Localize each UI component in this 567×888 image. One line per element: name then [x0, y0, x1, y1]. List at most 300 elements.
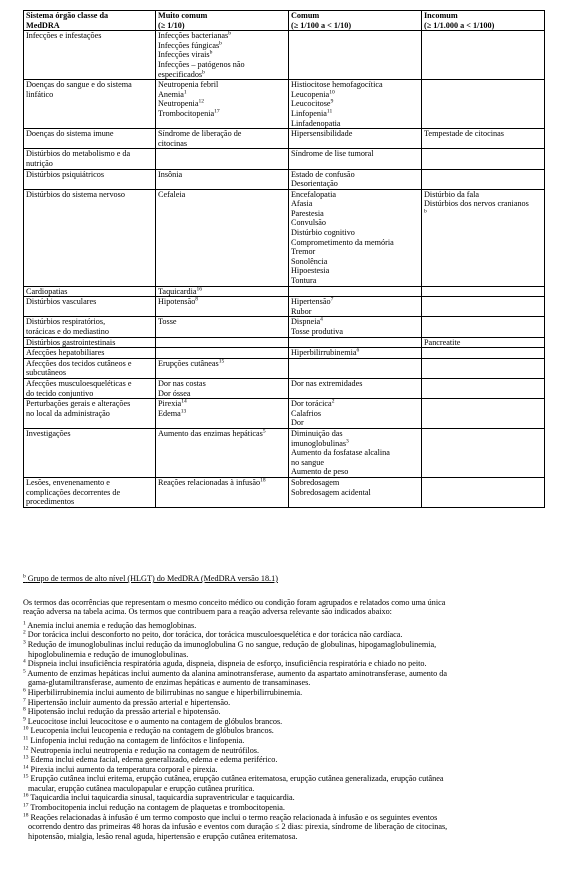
footnote-number: 6 — [23, 687, 26, 694]
term-text: Edema — [158, 408, 181, 418]
adverse-reaction-term — [158, 190, 286, 200]
table-row — [24, 477, 545, 507]
adverse-reaction-term — [158, 170, 286, 180]
footnote-line — [23, 774, 544, 784]
adverse-reaction-term — [424, 209, 542, 219]
footnote-reference: b — [424, 208, 427, 215]
adverse-reaction-term — [158, 409, 286, 419]
footnote-number: 9 — [23, 715, 26, 722]
adverse-reaction-term — [291, 218, 419, 228]
footnote-item — [23, 726, 544, 736]
soc-text-line: subcutâneos — [26, 368, 67, 378]
footnote-text: Anemia inclui anemia e redução das hemoglobinas. — [27, 620, 197, 630]
term-text: Hiperbilirrubinemia — [291, 348, 357, 358]
footnote-text: Linfopenia inclui redução na contagem de linfócitos e linfopenia. — [30, 735, 245, 745]
table-row — [24, 317, 545, 337]
table-row — [24, 286, 545, 297]
very-common-cell — [156, 80, 289, 129]
footnote-text: gama-glutamiltransferase, aumento de enzimas hepáticas e aumento de transaminases. — [28, 678, 311, 688]
adverse-reaction-term — [291, 488, 419, 498]
footnote-reference: 17 — [214, 108, 220, 115]
footnotes-section — [23, 574, 544, 841]
very-common-cell — [156, 378, 289, 398]
adverse-reaction-term — [158, 50, 286, 60]
footnote-reference: 1 — [183, 89, 187, 96]
term-text: Tontura — [291, 276, 317, 286]
adverse-reaction-term — [424, 129, 542, 139]
adverse-reaction-term — [158, 379, 286, 389]
footnote-line — [23, 698, 544, 708]
footnote-text: hipotensão, mialgia, lesão renal aguda, hipertensão e erupção cutânea eritematosa. — [28, 831, 298, 841]
footnote-line — [23, 822, 544, 832]
adverse-reaction-term — [291, 209, 419, 219]
adverse-reaction-term — [291, 409, 419, 419]
table-row — [24, 31, 545, 80]
footnote-item — [23, 630, 544, 640]
adverse-reaction-term — [158, 41, 286, 51]
very-common-cell — [156, 477, 289, 507]
footnote-item — [23, 755, 544, 765]
footnote-item — [23, 659, 544, 669]
soc-text-line: Investigações — [26, 428, 71, 438]
header-text-line: Comum — [291, 11, 320, 20]
adverse-reaction-term — [424, 338, 542, 348]
footnote-line — [23, 630, 544, 640]
term-text: Calafrios — [291, 408, 322, 418]
soc-cell — [24, 297, 156, 317]
term-text: Estado de confusão — [291, 169, 355, 179]
term-text: Dor nas extremidades — [291, 378, 363, 388]
footnote-text: Leucopenia inclui leucopenia e redução na contagem de glóbulos brancos. — [30, 726, 274, 736]
soc-cell — [24, 337, 156, 348]
footnote-reference: 9 — [330, 98, 334, 105]
soc-text-line: no local da administração — [26, 408, 110, 418]
header-very-common — [156, 11, 289, 31]
soc-text-line: Distúrbios gastrointestinais — [26, 337, 116, 347]
footnote-line — [23, 717, 544, 727]
footnote-line — [23, 669, 544, 679]
header-common — [289, 11, 422, 31]
header-text-line: Muito comum — [158, 11, 208, 20]
adverse-reaction-term — [291, 307, 419, 317]
footnote-line — [23, 746, 544, 756]
term-text: Aumento das enzimas hepáticas — [158, 428, 263, 438]
term-text: Insônia — [158, 169, 183, 179]
footnote-reference: 11 — [326, 108, 333, 115]
adverse-reaction-term — [158, 129, 286, 139]
soc-text-line: Perturbações gerais e alterações — [26, 399, 131, 409]
common-cell — [289, 31, 422, 80]
uncommon-cell — [422, 129, 545, 149]
adverse-reaction-term — [291, 190, 419, 200]
adverse-reaction-term — [291, 348, 419, 358]
footnote-reference: 14 — [181, 398, 187, 405]
footnote-number: 18 — [23, 811, 29, 818]
soc-cell — [24, 477, 156, 507]
common-cell — [289, 428, 422, 477]
footnote-number: 11 — [23, 735, 29, 742]
footnote-reference: b — [202, 68, 205, 75]
uncommon-cell — [422, 337, 545, 348]
very-common-cell — [156, 149, 289, 169]
adverse-reaction-term — [424, 190, 542, 200]
very-common-cell — [156, 358, 289, 378]
soc-text-line: Cardiopatias — [26, 286, 68, 296]
term-text: Distúrbio cognitivo — [291, 228, 355, 238]
soc-text-line: complicações decorrentes de — [26, 487, 121, 497]
term-text: Dor nas costas — [158, 378, 206, 388]
term-text: Comprometimento da memória — [291, 237, 394, 247]
uncommon-cell — [422, 286, 545, 297]
adverse-reaction-term — [291, 297, 419, 307]
footnote-number: 4 — [23, 658, 26, 665]
header-text-line: (≥ 1/1.000 a < 1/100) — [424, 20, 495, 30]
footnote-line — [23, 640, 544, 650]
soc-text-line: torácicas e do mediastino — [26, 327, 109, 336]
footnote-reference: 12 — [198, 98, 204, 105]
term-text: Neutropenia febril — [158, 80, 219, 90]
footnote-line — [23, 832, 544, 842]
adverse-reaction-term — [158, 478, 286, 488]
table-row — [24, 358, 545, 378]
soc-cell — [24, 378, 156, 398]
common-cell — [289, 129, 422, 149]
adverse-reaction-term — [158, 359, 286, 369]
term-text: Tempestade de citocinas — [424, 129, 504, 139]
footnote-text: Erupção cutânea inclui eritema, erupção cutânea, erupção cutânea eritematosa, erupção cutânea generalizada, erupção cutânea — [30, 774, 444, 784]
adverse-reaction-term — [291, 238, 419, 248]
term-text: Distúrbio da fala — [424, 189, 480, 199]
uncommon-cell — [422, 399, 545, 429]
soc-text-line: procedimentos — [26, 497, 75, 507]
adverse-reaction-term — [291, 90, 419, 100]
term-text: Dor — [291, 418, 304, 428]
term-text: Tremor — [291, 247, 316, 257]
footnote-item — [23, 717, 544, 727]
adverse-reaction-term — [291, 467, 419, 477]
table-row — [24, 129, 545, 149]
adverse-reaction-term — [291, 327, 419, 337]
term-text: Hipersensibilidade — [291, 129, 353, 139]
adverse-reaction-term — [291, 418, 419, 428]
table-row — [24, 297, 545, 317]
adverse-reaction-term — [291, 266, 419, 276]
term-text: Rubor — [291, 306, 312, 316]
term-text: Trombocitopenia — [158, 108, 215, 118]
soc-cell — [24, 428, 156, 477]
very-common-cell — [156, 428, 289, 477]
adverse-reaction-term — [291, 119, 419, 129]
header-text-line: Incomum — [424, 11, 458, 20]
common-cell — [289, 337, 422, 348]
footnote-hlgt-text: Grupo de termos de alto nível (HLGT) do MedDRA (MedDRA versão 18.1) — [27, 574, 278, 583]
term-text: citocinas — [158, 138, 188, 148]
footnote-line — [23, 813, 544, 823]
adverse-reaction-term — [158, 70, 286, 80]
footnote-item — [23, 688, 544, 698]
footnote-text: Pirexia inclui aumento da temperatura corporal e pirexia. — [30, 764, 218, 774]
footnote-reference: 4 — [320, 316, 323, 323]
term-text: Aumento de peso — [291, 467, 349, 477]
table-row — [24, 428, 545, 477]
footnote-reference: 2 — [331, 398, 335, 405]
adverse-reaction-term — [291, 179, 419, 189]
term-text: Convulsão — [291, 218, 327, 228]
footnote-reference: 18 — [260, 477, 266, 484]
term-text: Sobredosagem — [291, 477, 340, 487]
common-cell — [289, 477, 422, 507]
intro-text-line: Os termos das ocorrências que representam o mesmo conceito médico ou condição foram agrupados e relatados como uma única — [23, 597, 446, 607]
footnote-reference: 6 — [356, 347, 360, 354]
adverse-reaction-term — [291, 439, 419, 449]
uncommon-cell — [422, 477, 545, 507]
term-text: Encefalopatia — [291, 189, 337, 199]
common-cell — [289, 399, 422, 429]
adverse-reaction-term — [158, 109, 286, 119]
footnote-line — [23, 726, 544, 736]
footnote-text: Redução de imunoglobulinas inclui redução da imunoglobulina G no sangue, redução de globulinas, hipogamaglobulinemia, — [27, 639, 437, 649]
footnote-item — [23, 803, 544, 813]
uncommon-cell — [422, 378, 545, 398]
very-common-cell — [156, 129, 289, 149]
term-text: Histiocitose hemofagocítica — [291, 80, 383, 90]
term-text: Infecções bacterianas — [158, 31, 229, 41]
adverse-reaction-term — [158, 139, 286, 149]
footnote-item — [23, 736, 544, 746]
soc-text-line: Distúrbios respiratórios, — [26, 317, 106, 327]
term-text: Sonolência — [291, 256, 328, 266]
adverse-reaction-term — [158, 80, 286, 90]
term-text: Leucocitose — [291, 99, 331, 109]
footnote-number: 1 — [23, 620, 26, 627]
very-common-cell — [156, 317, 289, 337]
term-text: Anemia — [158, 89, 184, 99]
footnote-number: 10 — [23, 725, 29, 732]
footnote-number: 12 — [23, 744, 29, 751]
footnote-number: 13 — [23, 754, 29, 761]
footnote-number: 14 — [23, 763, 29, 770]
soc-text-line: linfático — [26, 89, 54, 99]
footnote-line — [23, 659, 544, 669]
footnote-item — [23, 707, 544, 717]
uncommon-cell — [422, 358, 545, 378]
footnote-line — [23, 736, 544, 746]
footnote-line — [23, 755, 544, 765]
term-text: Sobredosagem acidental — [291, 487, 371, 497]
uncommon-cell — [422, 317, 545, 337]
footnote-reference: 5 — [262, 428, 266, 435]
term-text: Distúrbios dos nervos cranianos — [424, 199, 529, 209]
common-cell — [289, 358, 422, 378]
soc-text-line: Afecções hepatobiliares — [26, 348, 105, 358]
footnote-reference: 15 — [218, 358, 225, 365]
term-text: Tosse — [158, 317, 177, 327]
adverse-reaction-term — [291, 478, 419, 488]
adverse-reaction-term — [158, 429, 286, 439]
term-text: Pancreatite — [424, 337, 461, 347]
footnote-number: 15 — [23, 773, 29, 780]
adverse-reaction-term — [158, 31, 286, 41]
adverse-reaction-term — [291, 257, 419, 267]
uncommon-cell — [422, 80, 545, 129]
adverse-reaction-term — [424, 199, 542, 209]
footnote-text: Neutropenia inclui neutropenia e redução na contagem de neutrófilos. — [30, 745, 260, 755]
footnote-text: Hipertensão incluir aumento da pressão arterial e hipertensão. — [27, 697, 231, 707]
term-text: imunoglobulinas — [291, 438, 347, 448]
term-text: Reações relacionadas à infusão — [158, 477, 261, 487]
common-cell — [289, 189, 422, 286]
adverse-reaction-term — [291, 458, 419, 468]
term-text: Tosse produtiva — [291, 327, 343, 336]
common-cell — [289, 286, 422, 297]
term-text: Afasia — [291, 199, 313, 209]
adverse-reaction-term — [291, 448, 419, 458]
term-text: Síndrome de liberação de — [158, 129, 242, 139]
uncommon-cell — [422, 428, 545, 477]
term-text: Hipoestesia — [291, 266, 330, 276]
footnote-item — [23, 813, 544, 842]
uncommon-cell — [422, 297, 545, 317]
footnote-text: hipoglobulinemia e redução de imunoglobulinas. — [28, 649, 189, 659]
table-row — [24, 149, 545, 169]
footnote-text: Dor torácica inclui desconforto no peito, dor torácica, dor torácica musculoesquelética e dor torácica não cardíaca. — [27, 630, 403, 640]
footnote-line — [23, 650, 544, 660]
footnote-text: Reações relacionadas à infusão é um termo composto que inclui o termo reação relacionada à infusão e os seguintes eventos — [30, 812, 438, 822]
header-soc — [24, 11, 156, 31]
table-row — [24, 169, 545, 189]
footnote-text: macular, erupção cutânea maculopapular e erupção cutânea prurítica. — [28, 783, 255, 793]
footnote-text: Aumento de enzimas hepáticas inclui aumento da alanina aminotransferase, aumento da aspartato aminotransferase, aumento da — [27, 668, 448, 678]
footnote-text: Trombocitopenia inclui redução na contagem de plaquetas e trombocitopenia. — [30, 803, 285, 813]
footnote-item — [23, 765, 544, 775]
footnote-number: 2 — [23, 629, 26, 636]
soc-text-line: Afecções musculoesqueléticas e — [26, 378, 132, 388]
uncommon-cell — [422, 348, 545, 359]
common-cell — [289, 317, 422, 337]
soc-cell — [24, 149, 156, 169]
footnote-number: 7 — [23, 696, 26, 703]
footnote-reference: 3 — [346, 437, 349, 444]
term-text: Infecções – patógenos não — [158, 59, 245, 69]
soc-cell — [24, 358, 156, 378]
footnote-number: 5 — [23, 668, 26, 675]
adverse-reaction-term — [291, 99, 419, 109]
very-common-cell — [156, 31, 289, 80]
soc-text-line: nutrição — [26, 158, 53, 168]
footnote-text: ocorrendo dentro das primeiras 48 horas da infusão e eventos com duração ≤ 2 dias: pirexia, síndrome de liberação de citocinas, — [28, 822, 448, 832]
very-common-cell — [156, 348, 289, 359]
adverse-reaction-term — [291, 399, 419, 409]
soc-text-line: Distúrbios do sistema nervoso — [26, 189, 125, 199]
adverse-reaction-term — [291, 247, 419, 257]
term-text: Parestesia — [291, 208, 324, 218]
header-uncommon — [422, 11, 545, 31]
common-cell — [289, 80, 422, 129]
footnote-item — [23, 640, 544, 659]
adverse-reactions-table — [23, 10, 545, 508]
adverse-reaction-term — [291, 199, 419, 209]
term-text: Síndrome de lise tumoral — [291, 149, 374, 159]
footnote-number: 3 — [23, 639, 26, 646]
table-header-row — [24, 11, 545, 31]
adverse-reaction-term — [291, 379, 419, 389]
footnote-number: 16 — [23, 792, 29, 799]
footnote-number: 17 — [23, 802, 29, 809]
footnote-hlgt-marker: b — [23, 573, 26, 580]
adverse-reaction-term — [291, 276, 419, 286]
footnote-hlgt — [23, 574, 544, 584]
footnote-item — [23, 793, 544, 803]
footnote-text: Leucocitose inclui leucocitose e o aumento na contagem de glóbulos brancos. — [27, 716, 283, 726]
soc-cell — [24, 129, 156, 149]
footnote-reference: 8 — [195, 296, 199, 303]
soc-cell — [24, 80, 156, 129]
soc-text-line: Distúrbios vasculares — [26, 297, 97, 307]
common-cell — [289, 348, 422, 359]
term-text: Dor óssea — [158, 388, 191, 398]
footnote-line — [23, 707, 544, 717]
footnote-text: Taquicardia inclui taquicardia sinusal, taquicardia supraventricular e taquicardia. — [30, 793, 295, 803]
soc-text-line: Distúrbios do metabolismo e da — [26, 149, 131, 159]
footnote-line — [23, 793, 544, 803]
footnote-line — [23, 678, 544, 688]
adverse-reaction-term — [291, 228, 419, 238]
header-text-line: (≥ 1/100 a < 1/10) — [291, 20, 352, 30]
adverse-reaction-term — [158, 99, 286, 109]
footnote-reference: 10 — [329, 89, 335, 96]
soc-text-line: Infecções e infestações — [26, 31, 102, 41]
table-row — [24, 337, 545, 348]
adverse-reaction-term — [158, 60, 286, 70]
uncommon-cell — [422, 31, 545, 80]
adverse-reaction-term — [291, 317, 419, 327]
soc-cell — [24, 31, 156, 80]
intro-text-line: reação adversa na tabela acima. Os termos que contribuem para a reação adversa relevante são indicados abaixo: — [23, 607, 392, 617]
header-text-line: Sistema órgão classe da — [26, 11, 109, 20]
footnote-line — [23, 765, 544, 775]
soc-cell — [24, 286, 156, 297]
adverse-reaction-term — [291, 149, 419, 159]
soc-text-line: Doenças do sangue e do sistema — [26, 80, 132, 90]
adverse-reaction-term — [291, 80, 419, 90]
adverse-reaction-term — [158, 399, 286, 409]
adverse-reaction-term — [291, 429, 419, 439]
term-text: Neutropenia — [158, 99, 199, 109]
table-body — [24, 31, 545, 508]
soc-text-line: Lesões, envenenamento e — [26, 477, 110, 487]
footnote-item — [23, 698, 544, 708]
footnote-reference: 16 — [196, 285, 203, 292]
term-text: Linfopenia — [291, 108, 327, 118]
soc-text-line: Afecções dos tecidos cutâneos e — [26, 358, 132, 368]
term-text: Pirexia — [158, 399, 182, 409]
term-text: Hipertensão — [291, 297, 331, 307]
term-text: no sangue — [291, 457, 324, 467]
uncommon-cell — [422, 189, 545, 286]
adverse-reaction-term — [291, 109, 419, 119]
footnote-item — [23, 621, 544, 631]
footnote-line — [23, 621, 544, 631]
term-text: Erupções cutâneas — [158, 358, 219, 368]
term-text: Aumento da fosfatase alcalina — [291, 448, 390, 458]
term-text: Dor torácica — [291, 399, 332, 409]
term-text: Infecções fúngicas — [158, 40, 220, 50]
footnote-text: Hiperbilirrubinemia inclui aumento de bilirrubinas no sangue e hiperbilirrubinemia. — [27, 687, 303, 697]
soc-cell — [24, 348, 156, 359]
footnote-reference: b — [219, 40, 222, 47]
term-text: especificados — [158, 69, 203, 79]
footnote-list — [23, 621, 544, 842]
